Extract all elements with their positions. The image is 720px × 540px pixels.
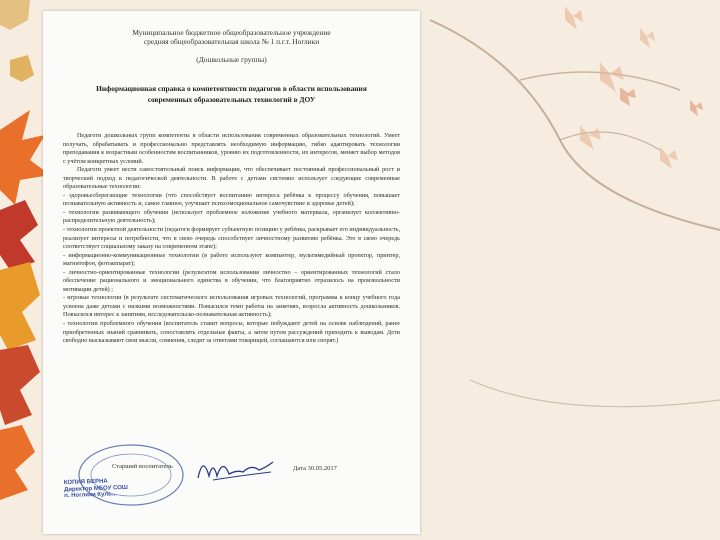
list-item: - технологии развивающего обучения (использует проблемное изложение учебного материала, организует коллективно-распределительную деятельность); (63, 208, 400, 225)
list-item: - здоровьесберегающие технологии (что способствует воспитанию интереса ребёнка к процессу обучения, повышает познавательную активность и, самое главное, улучшает психоэмоциональное самочувствие и здоровье детей); (63, 191, 400, 208)
stamp-line: п. Ноглики Куль... (64, 491, 117, 500)
title-line-2: современных образовательных технологий в ДОУ (147, 95, 316, 104)
scanned-document (43, 11, 420, 534)
header-line-1: Муниципальное бюджетное общеобразовательное учреждение (132, 28, 331, 37)
signer-title: Старший воспитатель (112, 463, 173, 470)
list-item: - информационно-коммуникационные технологии (в работе используют компьютер, мультимедийный проектор, принтер, магнитофон, фотоаппарат); (63, 251, 400, 268)
list-item: - игровые технологии (в результате систематического использования игровых технологий, программа к концу учебного года усвоена даже детьми с низкими возможностями. Повысился темп работы на занятиях, возросла активность дошкольников. Повысился интерес к занятиям, исследовательско-познавательная активность); (63, 294, 400, 319)
header-subtitle: (Дошкольные группы) (196, 55, 267, 64)
signature-icon (193, 450, 283, 490)
header-line-2: средняя общеобразовательная школа № 1 п.г.т. Ноглики (143, 37, 320, 46)
paragraph: Педагоги дошкольных групп компетенты в области использования современных образовательных технологий. Умеет получать, обрабатывать и профессионально представлять необходимую информацию, гибко адаптировать технологии преподавания к возрастным особенностям воспитанников, уровню их подготовленности, их интересов, меняет выбор методов с учётом конкретных условий. (63, 132, 400, 165)
title-line-1: Информационная справка о компетентности педагогов в области использования (96, 84, 367, 93)
list-item: - личностно-ориентированные технологии (результатом использования личностно – ориентированных технологий стало обеспечение рационального и эмоционального единства в обучении, что благоприятно отразилось на произвольности мотивации детей) ; (63, 268, 400, 293)
list-item: - технологии проблемного обучения (воспитатель ставит вопросы, которые побуждают детей на основе наблюдений, ранее приобретенных знаний сравнивать, сопоставлять отдельные факты, а затем путем рассуждений приходить к выводам. Дети свободно высказывают свои мысли, сомнения, следят за ответами товарищей, соглашаются или спорят.) (63, 320, 400, 345)
list-item: - технологии проектной деятельности (педагоги формирует субъектную позицию у ребёнка, раскрывает его индивидуальность, реализует интересы и потребности, что в свою очередь способствует личностному развитию ребёнка. Это в свою очередь соответствует социальному заказу на современном этапе); (63, 226, 400, 251)
document-date: Дата 30.05.2017 (293, 465, 337, 472)
document-body (63, 132, 400, 346)
stamp-text (64, 478, 129, 500)
stamp-line: КОПИЯ ВЕРНА (63, 478, 108, 487)
paragraph: Педагоги умеет вести самостоятельный поиск информации, что обеспечивает постоянный профессиональный рост и творческий подход к педагогической деятельности. В работе с детьми системно использует следующие современные образовательные технологии: (63, 166, 400, 191)
document-header (43, 28, 420, 46)
document-title (63, 83, 400, 105)
signature-block (43, 462, 420, 522)
stamp-line: Директор МБОУ СОШ (63, 484, 129, 493)
